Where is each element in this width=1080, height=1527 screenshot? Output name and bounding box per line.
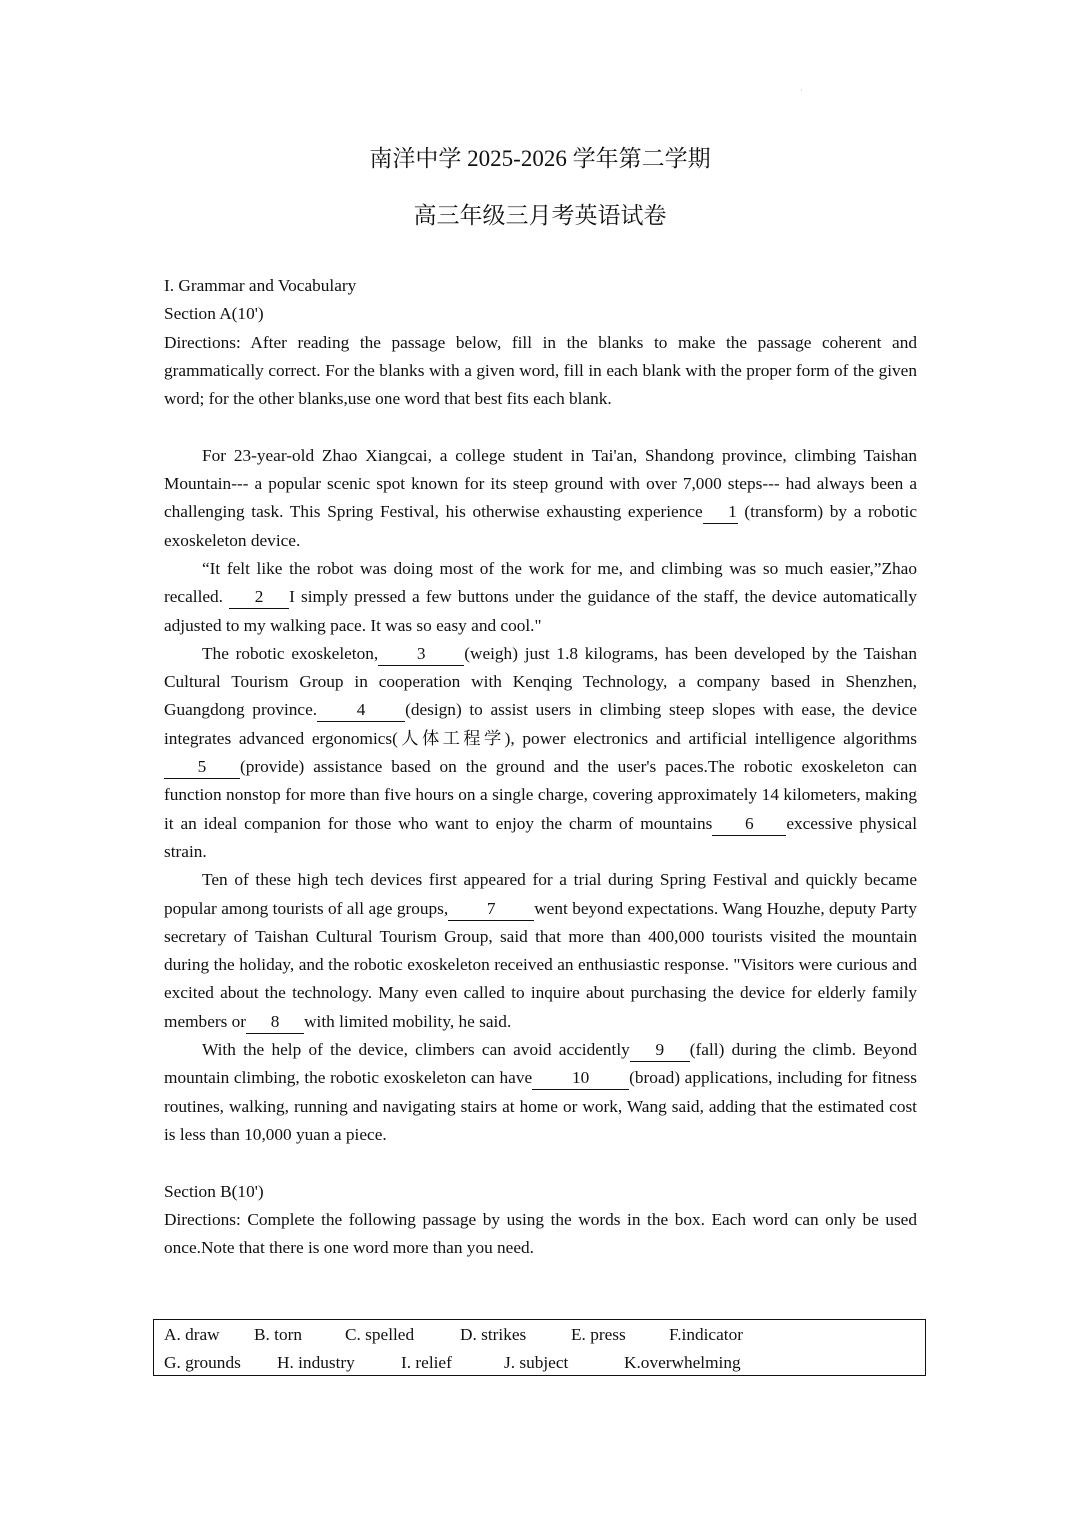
passage-paragraph-1 [164,442,917,555]
passage-text: Ten of these high tech devices first appeared for a trial during Spring Festival and quickly became popular among tourists of all age groups, [164,870,917,918]
blank-8[interactable]: 8 [246,1011,304,1034]
blank-2[interactable]: 2 [229,586,289,609]
word-option: F.indicator [669,1325,743,1344]
blank-10[interactable]: 10 [532,1067,629,1090]
passage-text: “It felt like the robot was doing most of the work for me, and climbing was so much easier,”Zhao recalled. [164,558,917,607]
passage-text: For 23-year-old Zhao Xiangcai, a college student in Tai'an, Shandong province, climbing Taishan Mountain--- a popular scenic spot known for its steep ground with over 7,000 steps--- had always been a challenging task. This Spring Festival, his otherwise exhausting experience [164,445,917,522]
passage-text: (transform) by a robotic exoskeleton device. [164,502,917,550]
passage-paragraph-5 [164,1036,917,1149]
passage-text: With the help of the device, climbers can avoid accidently [202,1040,630,1060]
word-option: J. subject [504,1353,569,1372]
blank-5[interactable]: 5 [164,756,240,779]
section-b-directions: Directions: Complete the following passage by using the words in the box. Each word can only be used once.Note that there is one word more than you need. [164,1209,917,1258]
word-bank-box [153,1319,926,1376]
word-option: G. grounds [164,1353,241,1372]
passage-text: (broad) applications, including for fitness routines, walking, running and navigating stairs at home or work, Wang said, adding that the estimated cost is less than 10,000 yuan a piece. [164,1068,917,1144]
blank-4[interactable]: 4 [317,699,405,722]
passage-paragraph-2 [164,555,917,640]
exam-title-school: 南洋中学 2025-2026 学年第二学期 [369,146,711,171]
blank-1[interactable]: 1 [703,501,738,524]
part-heading: I. Grammar and Vocabulary [164,276,357,295]
passage-text: with limited mobility, he said. [304,1011,512,1031]
passage-text: (design) to assist users in climbing steep slopes with ease, the device integrates advanced ergonomics(人体工程学), power electronics and artificial intelligence algorithms [164,700,917,748]
word-option: E. press [571,1325,626,1344]
corner-mark: · [800,86,803,95]
exam-content [164,272,917,1262]
blank-9[interactable]: 9 [630,1039,690,1062]
blank-6[interactable]: 6 [712,813,786,836]
word-option: A. draw [164,1325,220,1344]
word-option: K.overwhelming [624,1353,741,1372]
passage-text: I simply pressed a few buttons under the guidance of the staff, the device automatically adjusted to my walking pace. It was so easy and cool." [164,587,917,635]
passage-paragraph-3 [164,640,917,866]
passage-text: (weigh) just 1.8 kilograms, has been developed by the Taishan Cultural Tourism Group in cooperation with Kenqing Technology, a company based in Shenzhen, Guangdong province. [164,643,917,720]
passage-text: went beyond expectations. Wang Houzhe, deputy Party secretary of Taishan Cultural Tourism Group, said that more than 400,000 tourists visited the mountain during the holiday, and the robotic exoskeleton received an enthusiastic response. "Visitors were curious and excited about the technology. Many even called to inquire about purchasing the device for elderly family members or [164,898,917,1031]
word-option: D. strikes [460,1325,527,1344]
section-a-directions: Directions: After reading the passage below, fill in the blanks to make the passage coherent and grammatically correct. For the blanks with a given word, fill in each blank with the proper form of the given word; for the other blanks,use one word that best fits each blank. [164,332,917,409]
word-option: I. relief [401,1353,452,1372]
passage-text: (provide) assistance based on the ground and the user's paces.The robotic exoskeleton can function nonstop for more than five hours on a single charge, covering approximately 14 kilometers, making it an ideal companion for those who want to enjoy the charm of mountains [164,757,917,833]
word-option: C. spelled [345,1325,415,1344]
word-option: H. industry [277,1353,355,1372]
blank-7[interactable]: 7 [448,898,534,921]
passage-paragraph-4 [164,866,917,1036]
passage-text: excessive physical strain. [164,813,918,861]
passage-text: The robotic exoskeleton, [202,643,379,663]
blank-3[interactable]: 3 [378,643,464,666]
section-a-heading: Section A(10') [164,304,264,324]
exam-title-subject: 高三年级三月考英语试卷 [413,203,667,228]
word-option: B. torn [254,1325,303,1344]
passage-text: (fall) during the climb. Beyond mountain climbing, the robotic exoskeleton can have [164,1040,918,1088]
section-b-heading: Section B(10') [164,1181,264,1201]
